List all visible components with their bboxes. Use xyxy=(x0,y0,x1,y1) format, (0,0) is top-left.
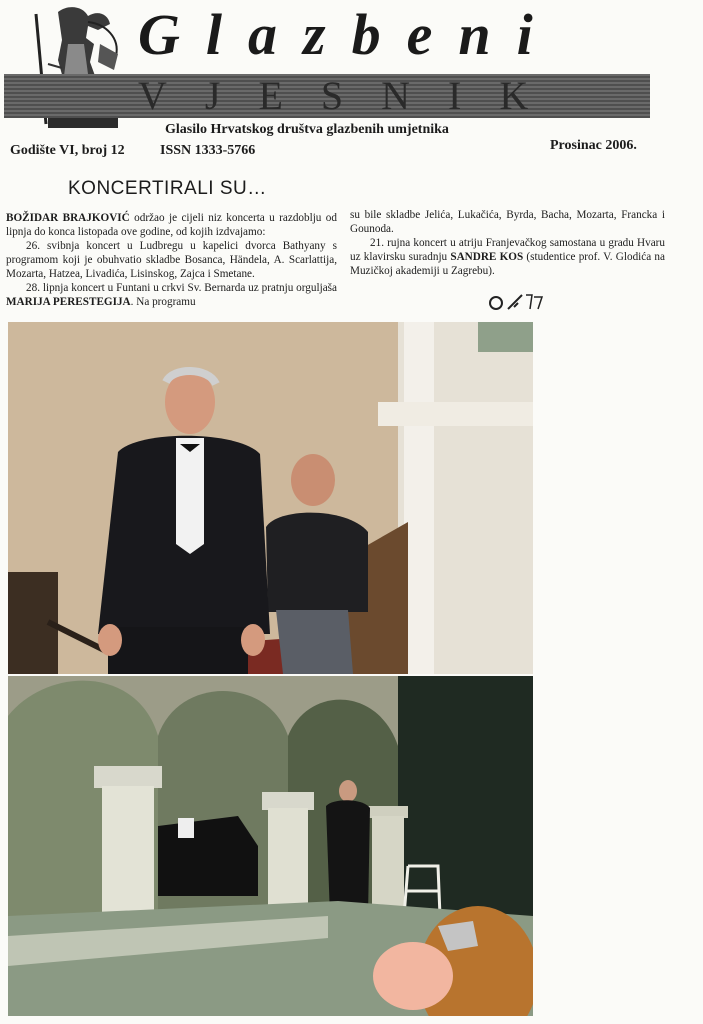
concert-photo-indoor xyxy=(8,322,533,674)
masthead-tagline: Glasilo Hrvatskog društva glazbenih umjetnika xyxy=(165,122,449,137)
performer-name: BOŽIDAR BRAJKOVIĆ xyxy=(6,212,130,224)
paragraph-text: održao je cijeli niz koncerta u razdoblju od lipnja do konca listopada ove godine, od kojih izdvajamo: xyxy=(6,212,337,238)
article-heading: KONCERTIRALI SU… xyxy=(68,178,267,199)
issue-volume: Godište VI, broj 12 xyxy=(10,143,125,158)
issue-issn: ISSN 1333-5766 xyxy=(160,143,256,158)
paragraph-text: (studentice prof. V. Glodića na Muzičkoj akademiji u Zagrebu). xyxy=(350,251,665,277)
paragraph-text: 26. svibnja koncert u Ludbregu u kapelici dvorca Bathyany s programom koji je obuhvatio skladbe Bosanca, Händela, A. Scarlattija, Mozarta, Hatzea, Livadića, Lisinskog, Zajca i Smetane. xyxy=(6,240,337,280)
organist-name: MARIJA PERESTEGIJA xyxy=(6,296,131,308)
masthead-subtitle-word: VJESNIK xyxy=(138,73,567,118)
masthead-title: Glazbeni xyxy=(138,2,559,67)
article-column-2 xyxy=(350,208,665,278)
paragraph-text: 28. lipnja koncert u Funtani u crkvi Sv. Bernarda uz pratnju orguljaša xyxy=(26,282,337,294)
paragraph-text: . Na programu xyxy=(130,296,196,308)
music-ornament-icon xyxy=(488,291,548,313)
paragraph-text: 21. rujna koncert u atriju Franjevačkog samostana u gradu Hvaru uz klavirsku suradnju xyxy=(350,237,665,263)
paragraph-text: su bile skladbe Jelića, Lukačića, Byrda, Bacha, Mozarta, Francka i Gounoda. xyxy=(350,209,665,235)
article-column-1 xyxy=(6,211,337,309)
concert-photo-courtyard xyxy=(8,676,533,1016)
issue-date: Prosinac 2006. xyxy=(550,138,637,153)
pianist-name: SANDRE KOS xyxy=(450,251,524,263)
